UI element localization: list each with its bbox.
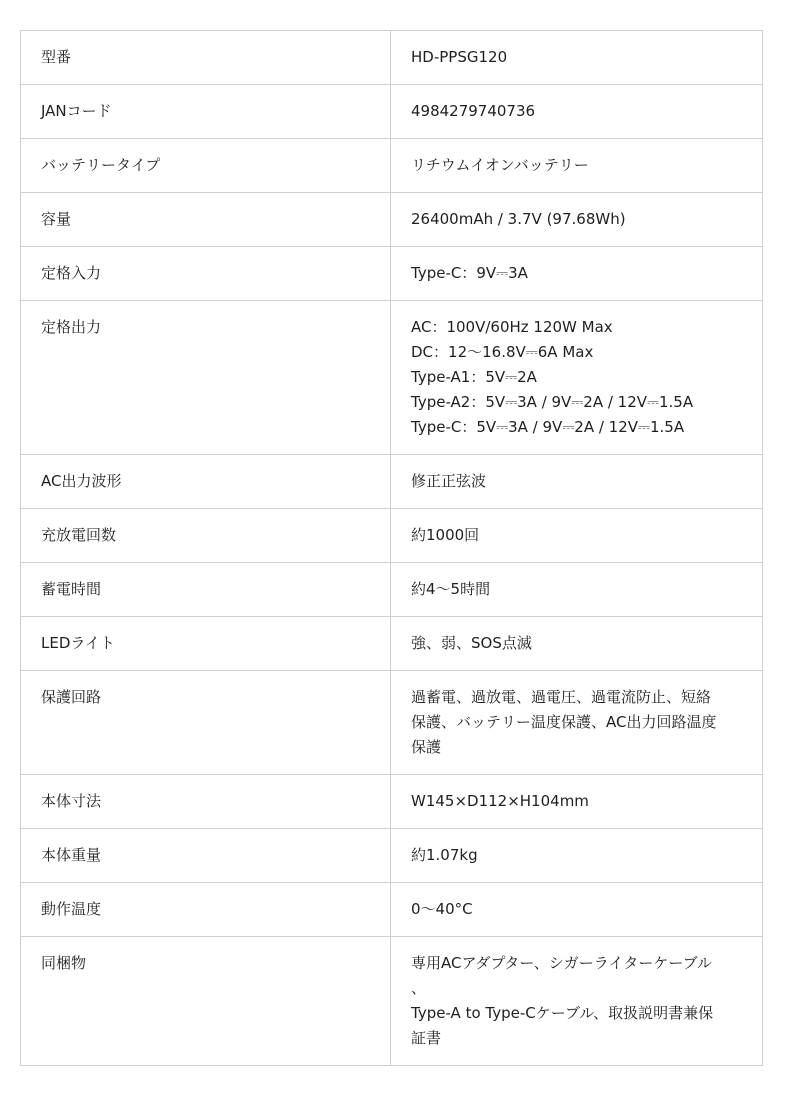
spec-value bbox=[391, 937, 763, 1066]
spec-value-line: Type-A to Type-Cケーブル、取扱説明書兼保 bbox=[411, 1004, 714, 1022]
spec-value-line: 26400mAh / 3.7V (97.68Wh) bbox=[411, 210, 626, 228]
spec-row bbox=[21, 193, 763, 247]
spec-value bbox=[391, 883, 763, 937]
spec-label: 充放電回数 bbox=[21, 509, 391, 563]
spec-value-line: Type-C：5V⎓3A / 9V⎓2A / 12V⎓1.5A bbox=[411, 418, 685, 436]
spec-value-line: Type-A1：5V⎓2A bbox=[411, 368, 537, 386]
spec-value-line: 保護、バッテリー温度保護、AC出力回路温度 bbox=[411, 713, 717, 731]
spec-label: 動作温度 bbox=[21, 883, 391, 937]
spec-label: バッテリータイプ bbox=[21, 139, 391, 193]
spec-row bbox=[21, 139, 763, 193]
spec-value-line: 専用ACアダプター、シガーライターケーブル bbox=[411, 954, 712, 972]
spec-label: 容量 bbox=[21, 193, 391, 247]
spec-label: 型番 bbox=[21, 31, 391, 85]
spec-value bbox=[391, 509, 763, 563]
spec-value bbox=[391, 247, 763, 301]
spec-row bbox=[21, 247, 763, 301]
spec-value bbox=[391, 563, 763, 617]
spec-value-line: 0〜40°C bbox=[411, 900, 473, 918]
spec-value-line: W145×D112×H104mm bbox=[411, 792, 589, 810]
spec-label: 同梱物 bbox=[21, 937, 391, 1066]
spec-row bbox=[21, 563, 763, 617]
spec-value-line: 約1000回 bbox=[411, 526, 480, 544]
spec-value bbox=[391, 193, 763, 247]
spec-row bbox=[21, 829, 763, 883]
spec-value-line: 修正正弦波 bbox=[411, 472, 487, 490]
spec-row bbox=[21, 617, 763, 671]
spec-label: 保護回路 bbox=[21, 671, 391, 775]
spec-label: JANコード bbox=[21, 85, 391, 139]
spec-value-line: リチウムイオンバッテリー bbox=[411, 156, 589, 174]
spec-label: LEDライト bbox=[21, 617, 391, 671]
spec-value bbox=[391, 139, 763, 193]
spec-row bbox=[21, 937, 763, 1066]
spec-label: 定格出力 bbox=[21, 301, 391, 455]
spec-row bbox=[21, 883, 763, 937]
spec-value-line: AC：100V/60Hz 120W Max bbox=[411, 318, 613, 336]
spec-label: 本体重量 bbox=[21, 829, 391, 883]
spec-row bbox=[21, 509, 763, 563]
spec-row bbox=[21, 85, 763, 139]
spec-value-line: 過蓄電、過放電、過電圧、過電流防止、短絡 bbox=[411, 688, 712, 706]
spec-value-line: 約1.07kg bbox=[411, 846, 478, 864]
spec-value bbox=[391, 31, 763, 85]
spec-label: 蓄電時間 bbox=[21, 563, 391, 617]
spec-table bbox=[20, 30, 763, 1066]
spec-row bbox=[21, 455, 763, 509]
spec-value-line: HD-PPSG120 bbox=[411, 48, 508, 66]
spec-value bbox=[391, 85, 763, 139]
spec-value-line: DC：12〜16.8V⎓6A Max bbox=[411, 343, 594, 361]
spec-value-line: Type-A2：5V⎓3A / 9V⎓2A / 12V⎓1.5A bbox=[411, 393, 694, 411]
spec-table-body bbox=[21, 31, 763, 1066]
spec-value bbox=[391, 301, 763, 455]
spec-label: AC出力波形 bbox=[21, 455, 391, 509]
spec-value-line: 強、弱、SOS点滅 bbox=[411, 634, 532, 652]
spec-label: 定格入力 bbox=[21, 247, 391, 301]
spec-value bbox=[391, 617, 763, 671]
spec-value-line: 4984279740736 bbox=[411, 102, 536, 120]
spec-row bbox=[21, 31, 763, 85]
spec-value-line: 、 bbox=[411, 979, 427, 997]
spec-value bbox=[391, 775, 763, 829]
spec-value bbox=[391, 671, 763, 775]
spec-row bbox=[21, 775, 763, 829]
spec-value bbox=[391, 829, 763, 883]
spec-value bbox=[391, 455, 763, 509]
spec-row bbox=[21, 671, 763, 775]
spec-label: 本体寸法 bbox=[21, 775, 391, 829]
spec-value-line: 証書 bbox=[411, 1029, 442, 1047]
spec-value-line: 約4〜5時間 bbox=[411, 580, 491, 598]
spec-row bbox=[21, 301, 763, 455]
spec-value-line: 保護 bbox=[411, 738, 442, 756]
spec-value-line: Type-C：9V⎓3A bbox=[411, 264, 528, 282]
